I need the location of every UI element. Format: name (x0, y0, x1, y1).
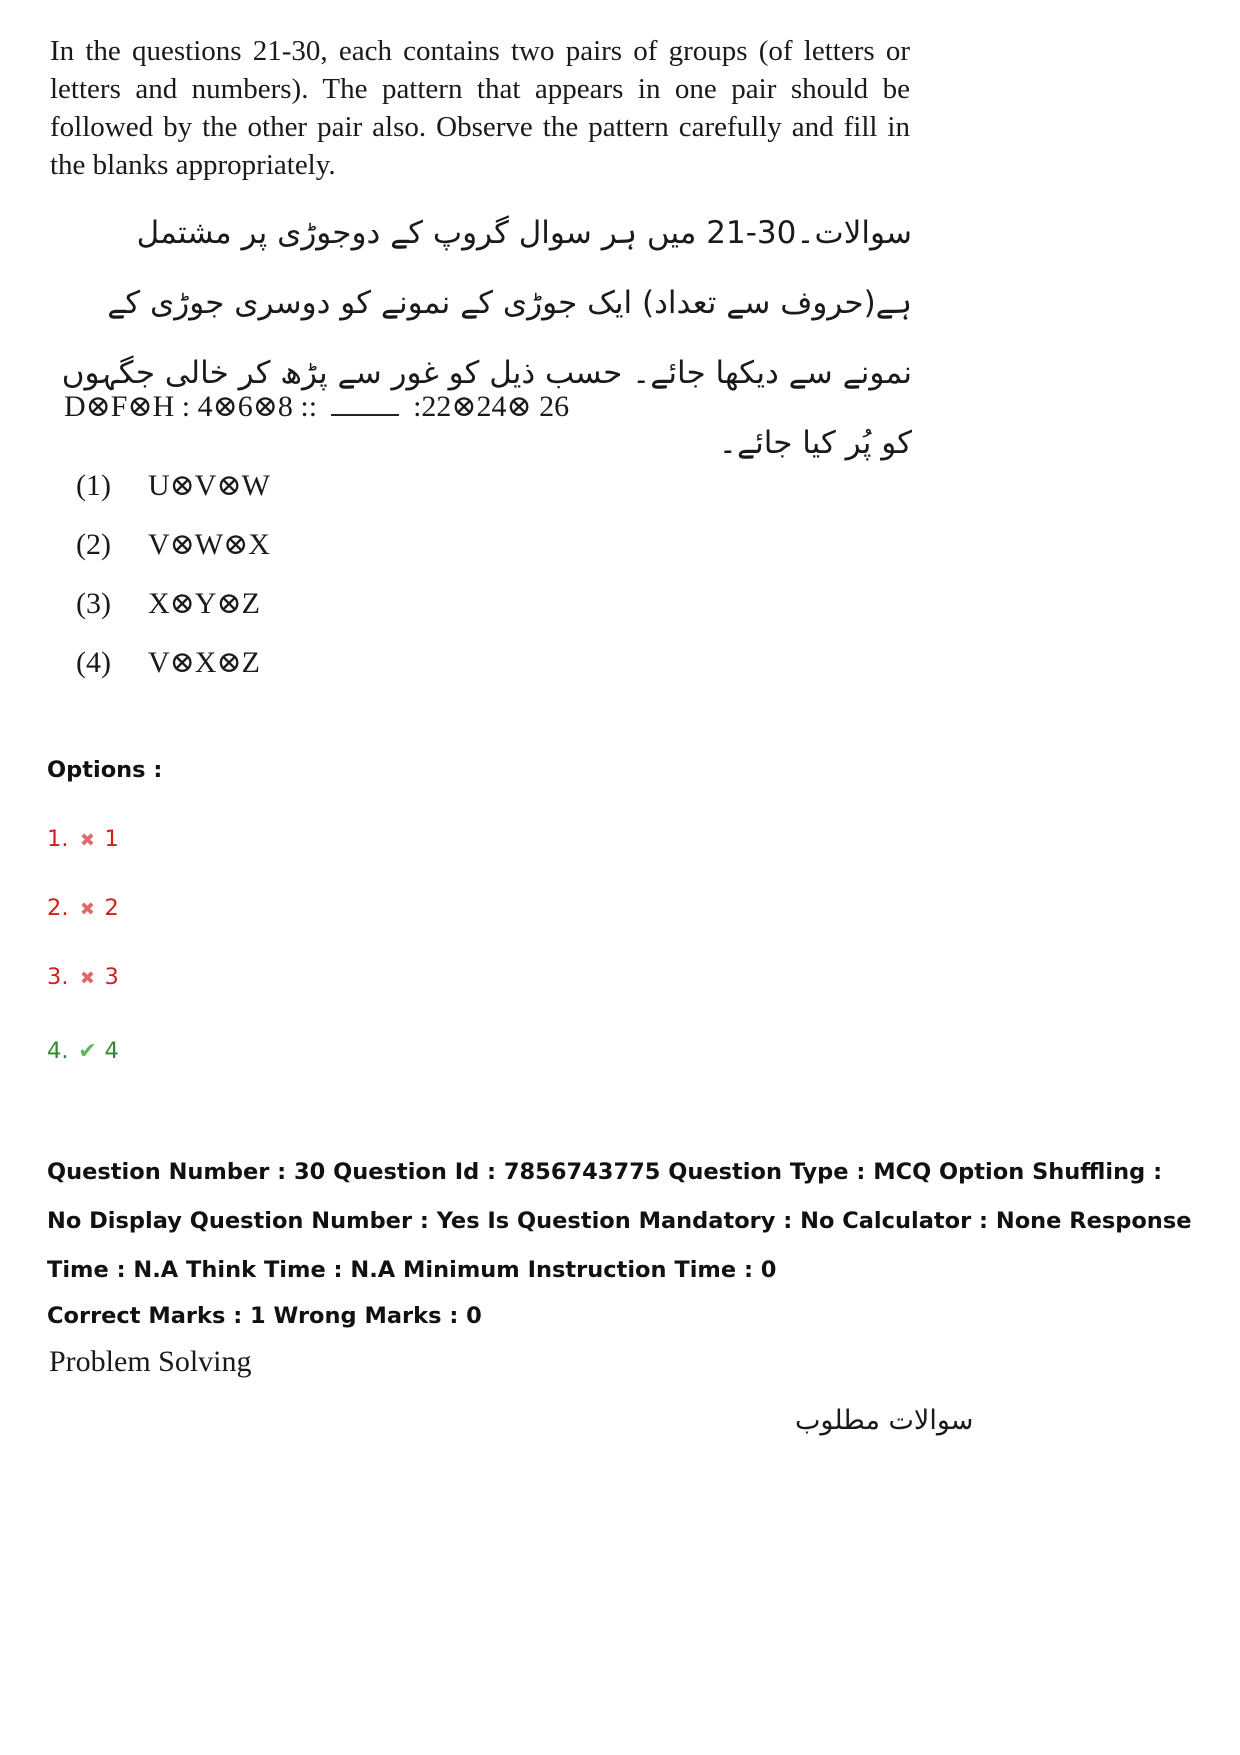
check-icon: ✔ (78, 1039, 97, 1064)
question-choice-number: (3) (76, 587, 111, 620)
answer-blank (331, 390, 399, 416)
cross-icon: ✖ (79, 968, 96, 989)
option-item (47, 895, 119, 921)
question-choice-number: (4) (76, 646, 111, 679)
question-choice-text: V⊗X⊗Z (148, 646, 260, 679)
option-item (47, 964, 119, 990)
option-label: 4 (104, 1038, 119, 1064)
question-choice-text: V⊗W⊗X (148, 528, 270, 561)
question-choice (76, 527, 270, 562)
question-choice (76, 645, 260, 680)
cross-icon: ✖ (79, 830, 96, 851)
question-choice (76, 586, 260, 621)
option-label: 2 (104, 895, 119, 921)
option-number: 3. (47, 964, 69, 990)
option-item-correct (47, 1038, 119, 1064)
question-right-pair: :22⊗24⊗ 26 (413, 390, 570, 423)
option-item (47, 826, 119, 852)
option-label: 3 (104, 964, 119, 990)
section-title-urdu: سوالات مطلوب (795, 1405, 974, 1436)
question-choice-text: U⊗V⊗W (148, 469, 270, 502)
section-title-english: Problem Solving (49, 1345, 252, 1378)
question-choice-number: (2) (76, 528, 111, 561)
instruction-english: In the questions 21-30, each contains two pairs of groups (of letters or letters and numbers). The pattern that appears in one pair should be followed by the other pair also. Observe the pattern carefully and fill in the blanks appropriately. (50, 35, 910, 181)
question-left-pair: D⊗F⊗H : 4⊗6⊗8 :: (64, 390, 318, 423)
question-pattern (64, 389, 569, 424)
cross-icon: ✖ (79, 899, 96, 920)
question-details: Question Number : 30 Question Id : 7856743775 Question Type : MCQ Option Shuffling : No Display Question Number : Yes Is Question Mandatory : No Calculator : None Response Time : N.A Think Time : N.A Minimum Instruction Time : 0 (47, 1159, 1192, 1283)
option-number: 2. (47, 895, 69, 921)
option-number: 4. (47, 1038, 69, 1064)
question-choice-text: X⊗Y⊗Z (148, 587, 260, 620)
option-label: 1 (104, 826, 119, 852)
question-choice (76, 468, 270, 503)
instruction-urdu: سوالات۔30-21 میں ہر سوال گروپ کے دوجوڑی پر مشتمل ہے(حروف سے تعداد) ایک جوڑی کے نمونے کو دوسری جوڑی کے نمونے سے دیکھا جائے۔ حسب ذیل کو غور سے پڑھ کر خالی جگہوں کو پُر کیا جائے۔ (61, 215, 912, 461)
marks-info: Correct Marks : 1 Wrong Marks : 0 (47, 1303, 482, 1329)
options-heading: Options : (47, 757, 163, 783)
option-number: 1. (47, 826, 69, 852)
question-choice-number: (1) (76, 469, 111, 502)
